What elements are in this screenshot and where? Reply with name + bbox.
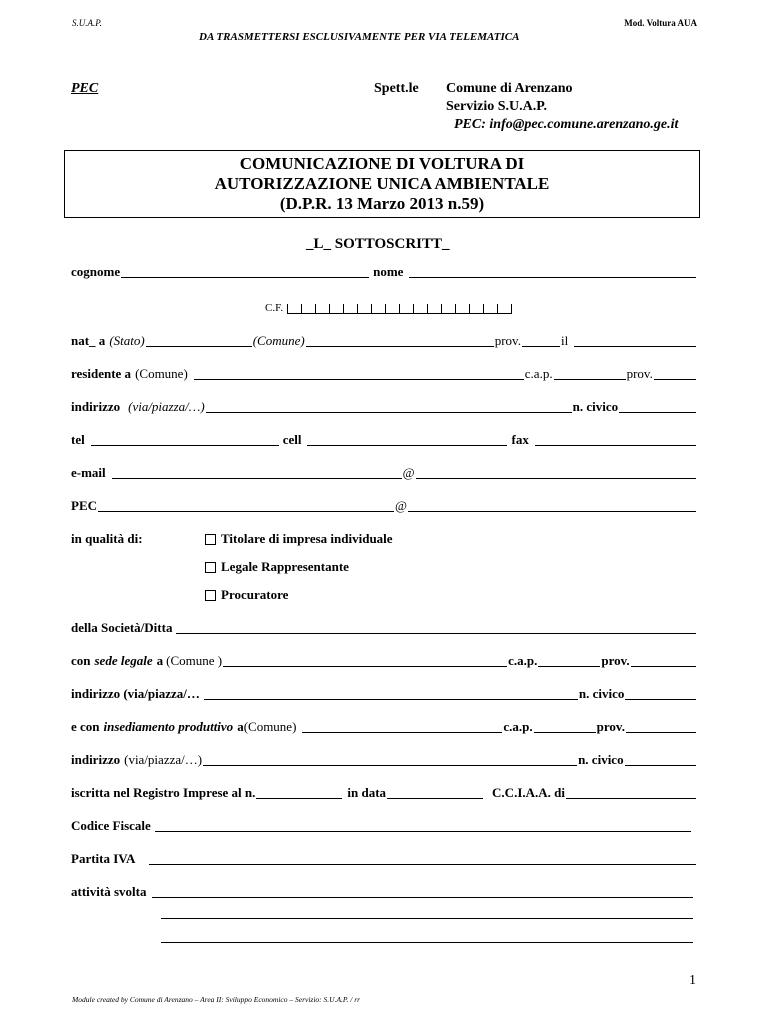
sede-civico-field[interactable] (625, 699, 696, 700)
row-partita-iva (71, 851, 697, 867)
cell-label: cell (282, 432, 302, 447)
cciaa-field[interactable] (566, 798, 696, 799)
procuratore-checkbox[interactable] (205, 590, 216, 601)
sottoscritto-heading: _L_ SOTTOSCRITT_ (306, 236, 450, 252)
insediamento-indirizzo-label: indirizzo (71, 752, 121, 767)
residente-prov-field[interactable] (654, 379, 696, 380)
insediamento-label: insediamento produttivo (103, 719, 234, 734)
sede-indirizzo-label: indirizzo (via/piazza/… (71, 686, 200, 701)
insediamento-via-label: (via/piazza/…) (124, 752, 203, 767)
row-attivita (71, 884, 697, 900)
pec-label: PEC (71, 81, 99, 96)
stato-label: (Stato) (109, 333, 145, 348)
row-nascita (71, 333, 697, 349)
sede-civico-label: n. civico (578, 686, 625, 701)
tel-label: tel (71, 432, 85, 447)
legale-checkbox[interactable] (205, 562, 216, 573)
pec-domain-field[interactable] (408, 511, 696, 512)
cf-cell[interactable] (469, 304, 483, 314)
econ-label: e con (71, 719, 100, 734)
partita-iva-label: Partita IVA (71, 851, 136, 866)
legale-label: Legale Rappresentante (221, 559, 349, 574)
row-registro-imprese (71, 785, 697, 801)
insediamento-indirizzo-field[interactable] (203, 765, 577, 766)
row-sede-indirizzo (71, 686, 697, 702)
sede-prov-label: prov. (601, 653, 630, 668)
row-indirizzo (71, 399, 697, 415)
civico-field[interactable] (619, 412, 696, 413)
indirizzo-field[interactable] (206, 412, 572, 413)
attivita-field-line-3[interactable] (161, 942, 693, 943)
societa-label: della Società/Ditta (71, 620, 173, 635)
codice-fiscale-boxes[interactable] (265, 302, 512, 314)
page-number: 1 (689, 973, 696, 988)
email-domain-field[interactable] (416, 478, 696, 479)
sede-comune-label: (Comune ) (166, 653, 223, 668)
option-legale[interactable] (205, 559, 349, 575)
nome-label: nome (373, 264, 404, 279)
con-label: con (71, 653, 91, 668)
cf-cell[interactable] (371, 304, 385, 314)
sede-cap-label: c.a.p. (508, 653, 538, 668)
nome-field[interactable] (409, 277, 696, 278)
cf-cell[interactable] (427, 304, 441, 314)
insediamento-comune-label: (Comune) (243, 719, 297, 734)
sede-prov-field[interactable] (631, 666, 696, 667)
cf-cell[interactable] (287, 304, 301, 314)
nat-label: nat_ a (71, 333, 106, 348)
titolare-label: Titolare di impresa individuale (221, 531, 393, 546)
tel-field[interactable] (91, 445, 279, 446)
residente-comune-field[interactable] (194, 379, 524, 380)
form-code: Mod. Voltura AUA (624, 18, 697, 28)
cf-label: C.F. (265, 302, 284, 314)
insediamento-a-label: a (237, 719, 244, 734)
cf-cell[interactable] (399, 304, 413, 314)
suap-header: S.U.A.P. (72, 18, 102, 28)
cf-cell[interactable] (301, 304, 315, 314)
prov-nascita-label: prov. (494, 333, 521, 348)
insediamento-comune-field[interactable] (302, 732, 502, 733)
residente-comune-label: (Comune) (135, 366, 188, 381)
cell-field[interactable] (307, 445, 507, 446)
titolare-checkbox[interactable] (205, 534, 216, 545)
spettle-label: Spett.le (374, 81, 419, 96)
telematic-notice: DA TRASMETTERSI ESCLUSIVAMENTE PER VIA TELEMATICA (199, 31, 520, 43)
recipient-pec-email: PEC: info@pec.comune.arenzano.ge.it (454, 117, 679, 132)
stato-field[interactable] (146, 346, 252, 347)
insediamento-prov-label: prov. (596, 719, 625, 734)
partita-iva-field[interactable] (149, 864, 696, 865)
cf-cell[interactable] (455, 304, 469, 314)
indirizzo-label: indirizzo (71, 399, 121, 414)
residente-prov-label: prov. (626, 366, 653, 381)
codice-fiscale-field[interactable] (155, 831, 691, 832)
societa-field[interactable] (176, 633, 696, 634)
attivita-field[interactable] (152, 897, 693, 898)
cf-cell[interactable] (497, 304, 512, 314)
cf-cell[interactable] (413, 304, 427, 314)
row-email (71, 465, 697, 481)
insediamento-civico-field[interactable] (625, 765, 696, 766)
pec-at: @ (395, 498, 407, 513)
cognome-label: cognome (71, 264, 121, 279)
residente-cap-field[interactable] (554, 379, 626, 380)
attivita-label: attività svolta (71, 884, 147, 899)
fax-label: fax (511, 432, 529, 447)
row-sede-legale (71, 653, 697, 669)
codice-fiscale-label: Codice Fiscale (71, 818, 151, 833)
residente-label: residente a (71, 366, 132, 381)
sede-legale-label: sede legale (94, 653, 153, 668)
procuratore-label: Procuratore (221, 587, 289, 602)
option-procuratore[interactable] (205, 587, 288, 603)
row-codice-fiscale (71, 818, 697, 834)
footer-credit: Module created by Comune di Arenzano – Area II: Sviluppo Economico – Servizio: S.U.A.P. / rr (72, 995, 361, 1004)
insediamento-cap-field[interactable] (534, 732, 596, 733)
email-user-field[interactable] (112, 478, 402, 479)
title-line-2: AUTORIZZAZIONE UNICA AMBIENTALE (214, 174, 550, 193)
sede-a-label: a (156, 653, 164, 668)
option-titolare[interactable] (205, 531, 393, 547)
insediamento-prov-field[interactable] (626, 732, 696, 733)
form-title-box (64, 150, 700, 218)
sede-cap-field[interactable] (538, 666, 600, 667)
sede-indirizzo-field[interactable] (204, 699, 578, 700)
recipient-comune: Comune di Arenzano (446, 81, 573, 96)
civico-label: n. civico (572, 399, 619, 414)
data-nascita-field[interactable] (574, 346, 696, 347)
row-insediamento-indirizzo (71, 752, 697, 768)
cf-cell[interactable] (441, 304, 455, 314)
registro-data-field[interactable] (387, 798, 483, 799)
comune-nascita-label: (Comune) (252, 333, 305, 348)
recipient-servizio: Servizio S.U.A.P. (446, 99, 547, 114)
sede-comune-field[interactable] (223, 666, 507, 667)
cognome-field[interactable] (121, 277, 369, 278)
cf-cell[interactable] (329, 304, 343, 314)
row-cognome-nome (71, 264, 697, 280)
email-label: e-mail (71, 465, 106, 480)
registro-numero-field[interactable] (256, 798, 342, 799)
pec-user-field[interactable] (98, 511, 394, 512)
iscritta-label: iscritta nel Registro Imprese al n. (71, 785, 256, 800)
cf-cell[interactable] (315, 304, 329, 314)
cf-cell[interactable] (357, 304, 371, 314)
cciaa-label: C.C.I.A.A. di (492, 785, 566, 800)
qualita-label: in qualità di: (71, 531, 143, 546)
row-insediamento (71, 719, 697, 735)
row-contatti (71, 432, 697, 448)
cf-cell[interactable] (385, 304, 399, 314)
insediamento-cap-label: c.a.p. (503, 719, 533, 734)
cf-cell[interactable] (483, 304, 497, 314)
title-line-1: COMUNICAZIONE DI VOLTURA DI (239, 154, 525, 173)
row-pec (71, 498, 697, 514)
row-residenza (71, 366, 697, 382)
pec-field-label: PEC (71, 498, 97, 513)
row-societa (71, 620, 697, 636)
email-at: @ (402, 465, 415, 480)
via-piazza-label: (via/piazza/…) (128, 399, 205, 414)
fax-field[interactable] (535, 445, 696, 446)
cf-cell[interactable] (343, 304, 357, 314)
in-data-label: in data (347, 785, 387, 800)
title-line-3: (D.P.R. 13 Marzo 2013 n.59) (279, 194, 485, 213)
residente-cap-label: c.a.p. (524, 366, 553, 381)
il-label: il (560, 333, 569, 348)
attivita-field-line-2[interactable] (161, 918, 693, 919)
insediamento-civico-label: n. civico (578, 752, 624, 767)
comune-nascita-field[interactable] (306, 346, 494, 347)
prov-nascita-field[interactable] (522, 346, 560, 347)
